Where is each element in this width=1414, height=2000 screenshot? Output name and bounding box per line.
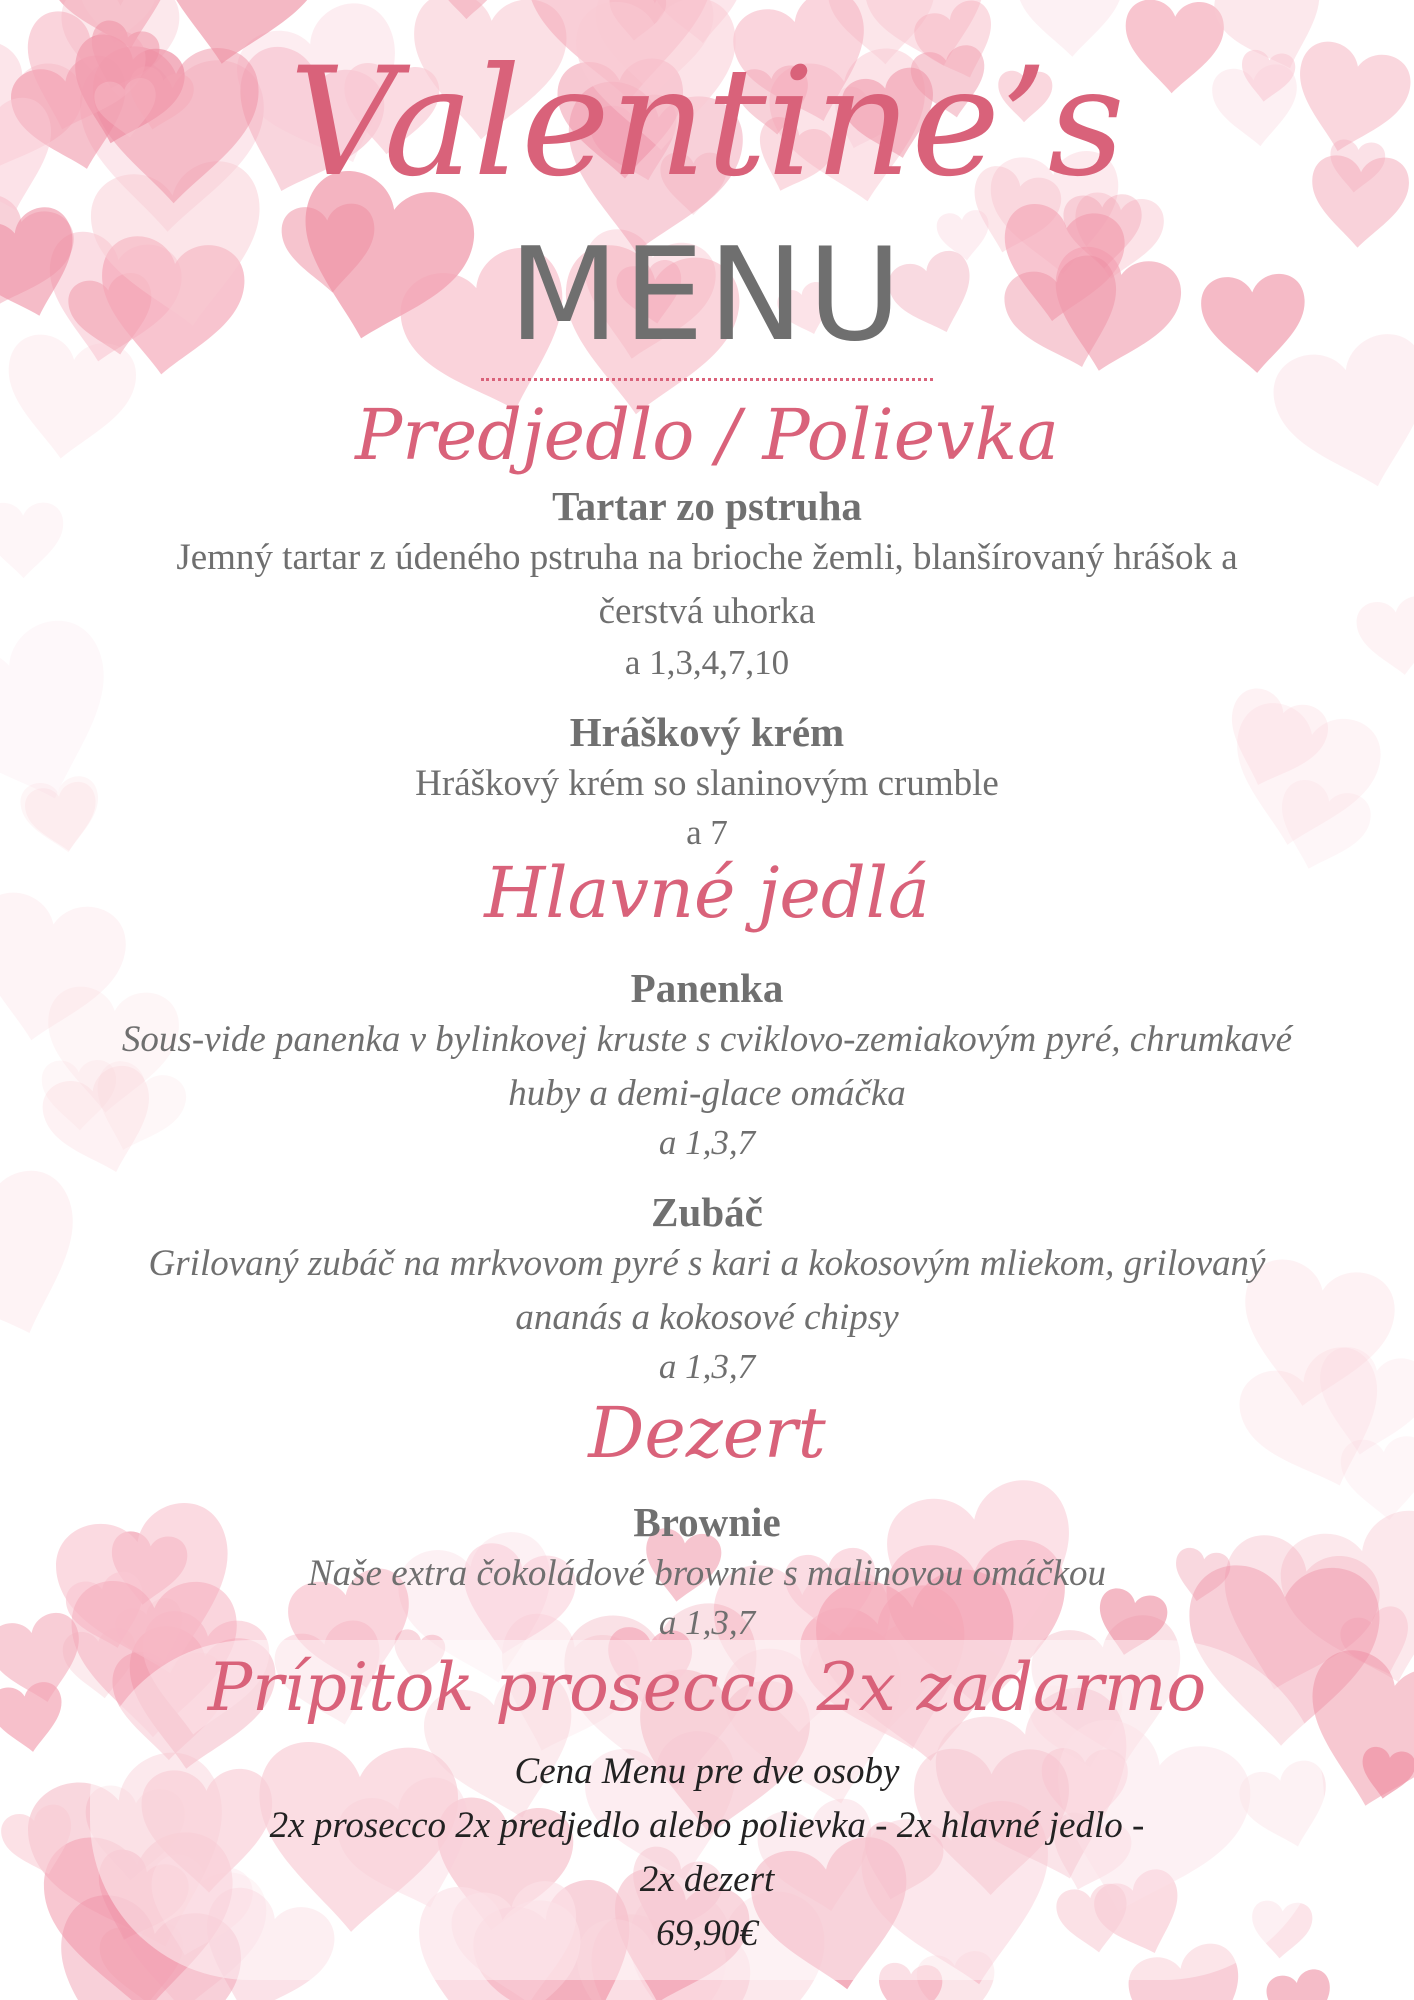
section-title-toast: Prípitok prosecco 2x zadarmo <box>207 1649 1207 1726</box>
menu-item <box>80 482 1334 685</box>
allergens: a 1,3,4,7,10 <box>624 643 790 683</box>
menu-item <box>80 708 1334 855</box>
title-valentines: Valentine’s <box>289 36 1125 210</box>
section-starter <box>80 394 1334 476</box>
allergens: a 1,3,7 <box>658 1603 756 1643</box>
description-line: huby a demi-glace omáčka <box>508 1073 906 1115</box>
dotted-divider <box>481 378 933 381</box>
section-dessert <box>80 1392 1334 1474</box>
price-description: 2x dezert <box>639 1859 775 1900</box>
dish-name: Tartar zo pstruha <box>552 483 862 529</box>
price-description: 2x prosecco 2x predjedlo alebo polievka - 2x hlavné jedlo - <box>269 1805 1145 1846</box>
section-toast <box>80 1649 1334 1726</box>
dish-name: Hráškový krém <box>569 709 845 755</box>
allergens: a 1,3,7 <box>658 1123 756 1163</box>
description-line: Grilovaný zubáč na mrkvovom pyré s kari a kokosovým mliekom, grilovaný <box>148 1243 1266 1285</box>
allergens: a 1,3,7 <box>658 1347 756 1387</box>
title-menu: MENU <box>508 221 906 370</box>
price-info <box>80 1745 1334 1961</box>
menu-item <box>80 1188 1334 1389</box>
allergens: a 7 <box>686 813 728 853</box>
dish-description: Hráškový krém so slaninovým crumble <box>415 763 999 805</box>
section-title-main: Hlavné jedlá <box>484 852 930 934</box>
dish-name: Zubáč <box>651 1189 763 1235</box>
description-line: čerstvá uhorka <box>598 591 816 633</box>
dish-description <box>80 1237 1334 1345</box>
section-title-starter: Predjedlo / Polievka <box>355 394 1059 476</box>
dish-name: Panenka <box>630 965 784 1011</box>
dish-description <box>80 531 1334 639</box>
dish-description <box>80 1013 1334 1121</box>
dish-name: Brownie <box>633 1499 781 1545</box>
menu-item <box>80 964 1334 1165</box>
price-amount: 69,90€ <box>656 1913 758 1954</box>
price-heading: Cena Menu pre dve osoby <box>514 1751 900 1792</box>
dish-description: Naše extra čokoládové brownie s malinovou omáčkou <box>307 1553 1107 1595</box>
description-line: Jemný tartar z údeného pstruha na brioche žemli, blanšírovaný hrášok a <box>176 537 1238 579</box>
section-main <box>80 852 1334 934</box>
menu-item <box>80 1498 1334 1645</box>
description-line: Sous-vide panenka v bylinkovej kruste s cviklovo-zemiakovým pyré, chrumkavé <box>121 1019 1293 1061</box>
section-title-dessert: Dezert <box>588 1392 826 1474</box>
description-line: ananás a kokosové chipsy <box>515 1297 899 1339</box>
